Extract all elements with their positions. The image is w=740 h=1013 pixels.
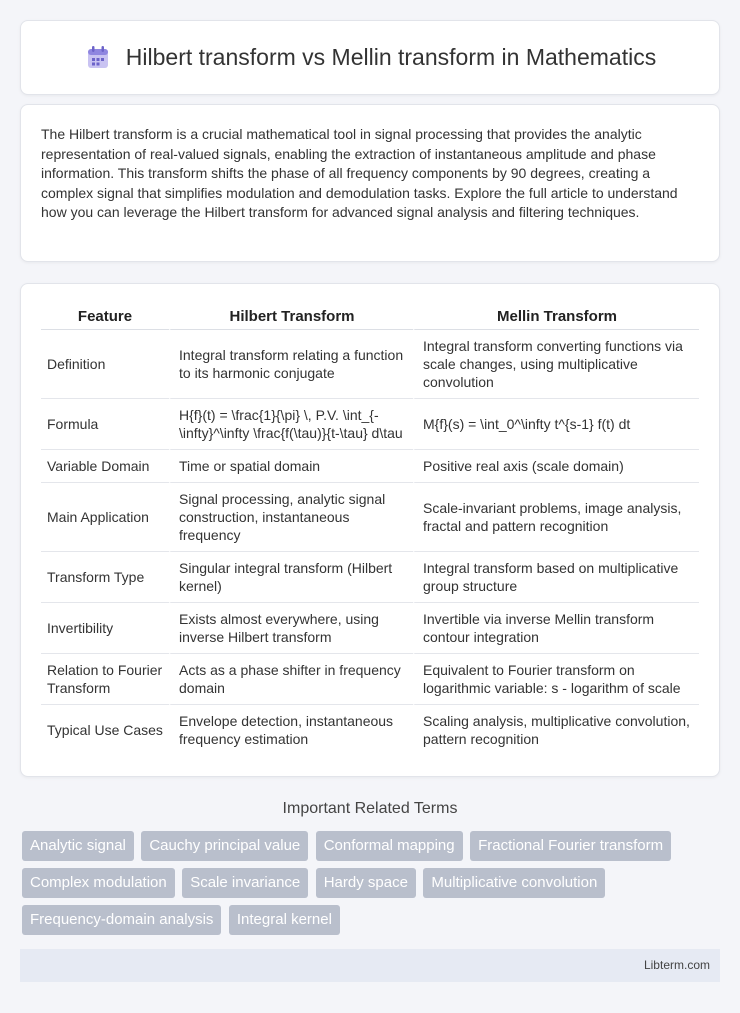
table-row bbox=[41, 330, 699, 399]
table-row bbox=[41, 552, 699, 603]
feature-cell: Typical Use Cases bbox=[47, 722, 163, 738]
feature-cell: Definition bbox=[41, 330, 169, 399]
feature-cell: Formula bbox=[41, 399, 169, 450]
mellin-cell: Scale-invariant problems, image analysis, fractal and pattern recognition bbox=[413, 483, 699, 552]
hilbert-cell: Exists almost everywhere, using inverse Hilbert transform bbox=[169, 603, 413, 654]
hilbert-cell: H{f}(t) = \frac{1}{\pi} \, P.V. \int_{-\infty}^\infty \frac{f(\tau)}{t-\tau} d\tau bbox=[169, 399, 413, 450]
mellin-cell: M{f}(s) = \int_0^\infty t^{s-1} f(t) dt bbox=[413, 399, 699, 450]
related-term-tag[interactable]: Multiplicative convolution bbox=[423, 868, 605, 898]
comparison-table bbox=[41, 302, 699, 755]
related-term-tag[interactable]: Fractional Fourier transform bbox=[470, 831, 671, 861]
mellin-cell: Positive real axis (scale domain) bbox=[413, 450, 699, 483]
table-row bbox=[41, 654, 699, 705]
footer bbox=[20, 949, 720, 982]
hilbert-cell: Integral transform relating a function to its harmonic conjugate bbox=[169, 330, 413, 399]
related-term-tag[interactable]: Analytic signal bbox=[22, 831, 134, 861]
hilbert-cell: Acts as a phase shifter in frequency domain bbox=[169, 654, 413, 705]
header-card bbox=[20, 20, 720, 95]
header-feature: Feature bbox=[41, 302, 169, 330]
calendar-grid-icon bbox=[84, 44, 112, 72]
feature-cell: Transform Type bbox=[41, 552, 169, 603]
table-row bbox=[41, 483, 699, 552]
related-term-tag[interactable]: Integral kernel bbox=[229, 905, 340, 935]
table-row bbox=[41, 603, 699, 654]
page-title: Hilbert transform vs Mellin transform in Mathematics bbox=[125, 44, 657, 70]
feature-cell: Variable Domain bbox=[41, 450, 169, 483]
header-hilbert: Hilbert Transform bbox=[169, 302, 413, 330]
mellin-cell: Invertible via inverse Mellin transform contour integration bbox=[413, 603, 699, 654]
feature-cell: Relation to Fourier Transform bbox=[41, 654, 169, 705]
related-terms-tags bbox=[22, 831, 722, 942]
hilbert-cell: Envelope detection, instantaneous frequency estimation bbox=[169, 705, 413, 755]
hilbert-cell: Singular integral transform (Hilbert kernel) bbox=[169, 552, 413, 603]
comparison-table-card bbox=[20, 283, 720, 777]
intro-text: The Hilbert transform is a crucial mathematical tool in signal processing that provides the analytic representation of real-valued signals, enabling the extraction of instantaneous amplitude and phase information. This transform shifts the phase of all frequency components by 90 degrees, creating a complex signal that simplifies modulation and demodulation tasks. Explore the full article to understand how you can leverage the Hilbert transform for advanced signal analysis and filtering techniques. bbox=[41, 126, 678, 220]
hilbert-cell: Signal processing, analytic signal construction, instantaneous frequency bbox=[169, 483, 413, 552]
table-row bbox=[41, 705, 699, 755]
table-row bbox=[41, 399, 699, 450]
hilbert-cell: Time or spatial domain bbox=[169, 450, 413, 483]
related-term-tag[interactable]: Frequency-domain analysis bbox=[22, 905, 221, 935]
footer-site-link[interactable]: Libterm.com bbox=[643, 958, 710, 972]
feature-cell: Invertibility bbox=[41, 603, 169, 654]
related-terms-title: Important Related Terms bbox=[282, 800, 458, 817]
mellin-cell: Integral transform converting functions via scale changes, using multiplicative convolution bbox=[413, 330, 699, 399]
related-term-tag[interactable]: Complex modulation bbox=[22, 868, 175, 898]
header-mellin: Mellin Transform bbox=[413, 302, 699, 330]
table-row bbox=[41, 450, 699, 483]
mellin-cell: Scaling analysis, multiplicative convolution, pattern recognition bbox=[413, 705, 699, 755]
intro-card bbox=[20, 104, 720, 262]
related-term-tag[interactable]: Cauchy principal value bbox=[141, 831, 308, 861]
related-term-tag[interactable]: Hardy space bbox=[316, 868, 416, 898]
mellin-cell: Integral transform based on multiplicative group structure bbox=[413, 552, 699, 603]
related-term-tag[interactable]: Scale invariance bbox=[182, 868, 308, 898]
related-term-tag[interactable]: Conformal mapping bbox=[316, 831, 463, 861]
table-header-row bbox=[41, 302, 699, 330]
feature-cell: Main Application bbox=[41, 483, 169, 552]
mellin-cell: Equivalent to Fourier transform on logarithmic variable: s - logarithm of scale bbox=[413, 654, 699, 705]
